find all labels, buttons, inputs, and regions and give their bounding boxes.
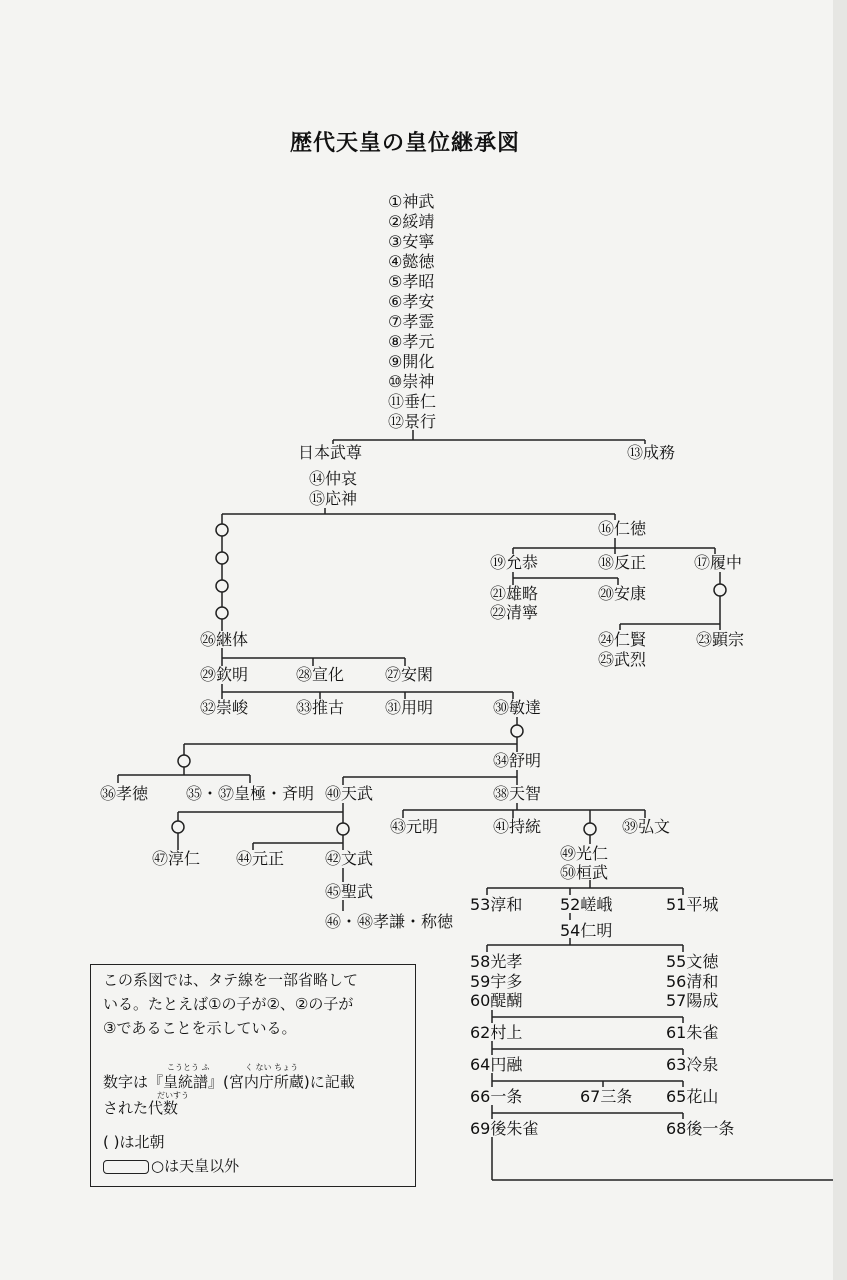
- emperor-suiko: ㉝推古: [296, 698, 345, 717]
- legend-box: [90, 964, 416, 1187]
- emperor-monmu: ㊷文武: [325, 849, 374, 868]
- legend-line-4: 数字は『皇統譜』(宮内庁所蔵)に記載: [103, 1073, 355, 1091]
- emperor-ninmyo: 54仁明: [560, 921, 613, 940]
- emperor-senka: ㉘宣化: [296, 665, 345, 684]
- emperor-nintoku: ⑯仁徳: [598, 519, 647, 538]
- emperor-kazan: 65花山: [666, 1087, 719, 1106]
- emperor-kogen: ⑧孝元: [388, 332, 435, 351]
- emperor-jomei: ㉞舒明: [493, 751, 542, 770]
- non-emperor-circle: [216, 580, 228, 592]
- emperor-jimmu: ①神武: [388, 192, 435, 211]
- emperor-kenzo: ㉓顕宗: [696, 630, 745, 649]
- emperor-anko: ⑳安康: [598, 584, 647, 603]
- emperor-konin: ㊾光仁: [560, 844, 609, 863]
- emperor-montoku: 55文徳: [666, 952, 719, 971]
- emperor-keitai: ㉖継体: [200, 630, 249, 649]
- emperor-kobun: ㊴弘文: [622, 817, 671, 836]
- emperor-tenji: ㊳天智: [493, 784, 542, 803]
- emperor-seimu: ⑬成務: [627, 443, 676, 462]
- emperor-suinin: ⑪垂仁: [388, 392, 437, 411]
- rounded-box-icon: [103, 1160, 149, 1174]
- legend-line-2: いる。たとえば①の子が②、②の子が: [103, 995, 354, 1013]
- non-emperor-circle: [337, 823, 349, 835]
- non-emperor-circle: [216, 552, 228, 564]
- emperor-junna: 53淳和: [470, 895, 523, 914]
- emperor-annei: ③安寧: [388, 232, 435, 251]
- emperor-richu: ⑰履中: [694, 553, 743, 572]
- legend-line-3: ③であることを示している。: [103, 1019, 297, 1037]
- emperor-heizei: 51平城: [666, 895, 719, 914]
- emperor-tenmu: ㊵天武: [325, 784, 374, 803]
- emperor-suizei: ②綏靖: [388, 212, 435, 231]
- legend-ruby-kunaichou: く ない ちょう: [245, 1063, 299, 1072]
- emperor-koko: 58光孝: [470, 952, 523, 971]
- non-emperor-circle: [172, 821, 184, 833]
- non-emperor-circle: [714, 584, 726, 596]
- emperor-kogyoku-saimei: ㉟・㊲皇極・斉明: [186, 784, 315, 803]
- emperor-kaika: ⑨開化: [388, 352, 435, 371]
- emperor-daigo: 60醍醐: [470, 991, 523, 1010]
- legend-line-7: ○は天皇以外: [151, 1157, 240, 1175]
- emperor-koan: ⑥孝安: [388, 292, 435, 311]
- emperor-korei: ⑦孝霊: [388, 312, 435, 331]
- emperor-kosho: ⑤孝昭: [388, 272, 435, 291]
- emperor-chuai: ⑭仲哀: [309, 469, 358, 488]
- non-emperor-circle: [178, 755, 190, 767]
- yamato-takeru: 日本武尊: [298, 443, 363, 462]
- emperor-bidatsu: ㉚敏達: [493, 698, 542, 717]
- non-emperor-circle: [216, 524, 228, 536]
- legend-line-6: ( )は北朝: [103, 1133, 165, 1151]
- emperor-seiwa: 56清和: [666, 972, 719, 991]
- emperor-jito: ㊶持統: [493, 817, 542, 836]
- emperor-gensho: ㊹元正: [236, 849, 285, 868]
- legend-line-1: この系図では、タテ線を一部省略して: [103, 971, 359, 989]
- emperor-reizei: 63冷泉: [666, 1055, 719, 1074]
- emperor-ankan: ㉗安閑: [385, 665, 434, 684]
- emperor-sujin: ⑩崇神: [388, 372, 435, 391]
- emperor-saga: 52嵯峨: [560, 895, 613, 914]
- emperor-genmei: ㊸元明: [390, 817, 439, 836]
- emperor-keiko: ⑫景行: [388, 412, 437, 431]
- emperor-suzaku: 61朱雀: [666, 1023, 719, 1042]
- emperor-ojin: ⑮応神: [309, 489, 358, 508]
- emperor-kinmei: ㉙欽明: [200, 665, 249, 684]
- emperor-kotoku: ㊱孝徳: [100, 784, 149, 803]
- emperor-koken-shotoku: ㊻・㊽孝謙・称徳: [325, 912, 454, 931]
- page-title: 歴代天皇の皇位継承図: [289, 131, 520, 156]
- emperor-seinei: ㉒清寧: [490, 603, 539, 622]
- non-emperor-circle: [511, 725, 523, 737]
- legend-ruby-koutoufu: こうとう ふ: [167, 1063, 210, 1072]
- emperor-yuryaku: ㉑雄略: [490, 584, 539, 603]
- emperor-kanmu: ㊿桓武: [560, 863, 609, 882]
- emperor-enyu: 64円融: [470, 1055, 523, 1074]
- emperor-sanjo: 67三条: [580, 1087, 633, 1106]
- emperor-uda: 59宇多: [470, 972, 523, 991]
- legend-line-7-row: [103, 1155, 239, 1178]
- non-emperor-circle: [216, 607, 228, 619]
- emperor-ninken: ㉔仁賢: [598, 630, 647, 649]
- non-emperor-circle: [584, 823, 596, 835]
- legend-ruby-daisuu: だいすう: [157, 1091, 189, 1100]
- emperor-hanzei: ⑱反正: [598, 553, 647, 572]
- emperor-ichijo: 66一条: [470, 1087, 523, 1106]
- emperor-murakami: 62村上: [470, 1023, 523, 1042]
- emperor-gosuzaku: 69後朱雀: [470, 1119, 539, 1138]
- emperor-itoku: ④懿徳: [388, 252, 435, 271]
- emperor-shomu: ㊺聖武: [325, 882, 374, 901]
- emperor-yomei: ㉛用明: [385, 698, 434, 717]
- emperor-goichijo: 68後一条: [666, 1119, 735, 1138]
- emperor-yozei: 57陽成: [666, 991, 719, 1010]
- emperor-buretsu: ㉕武烈: [598, 650, 647, 669]
- emperor-sushun: ㉜崇峻: [200, 698, 249, 717]
- emperor-ingyo: ⑲允恭: [490, 553, 539, 572]
- emperor-junnin: ㊼淳仁: [152, 849, 201, 868]
- legend-line-5: された代数: [103, 1099, 179, 1117]
